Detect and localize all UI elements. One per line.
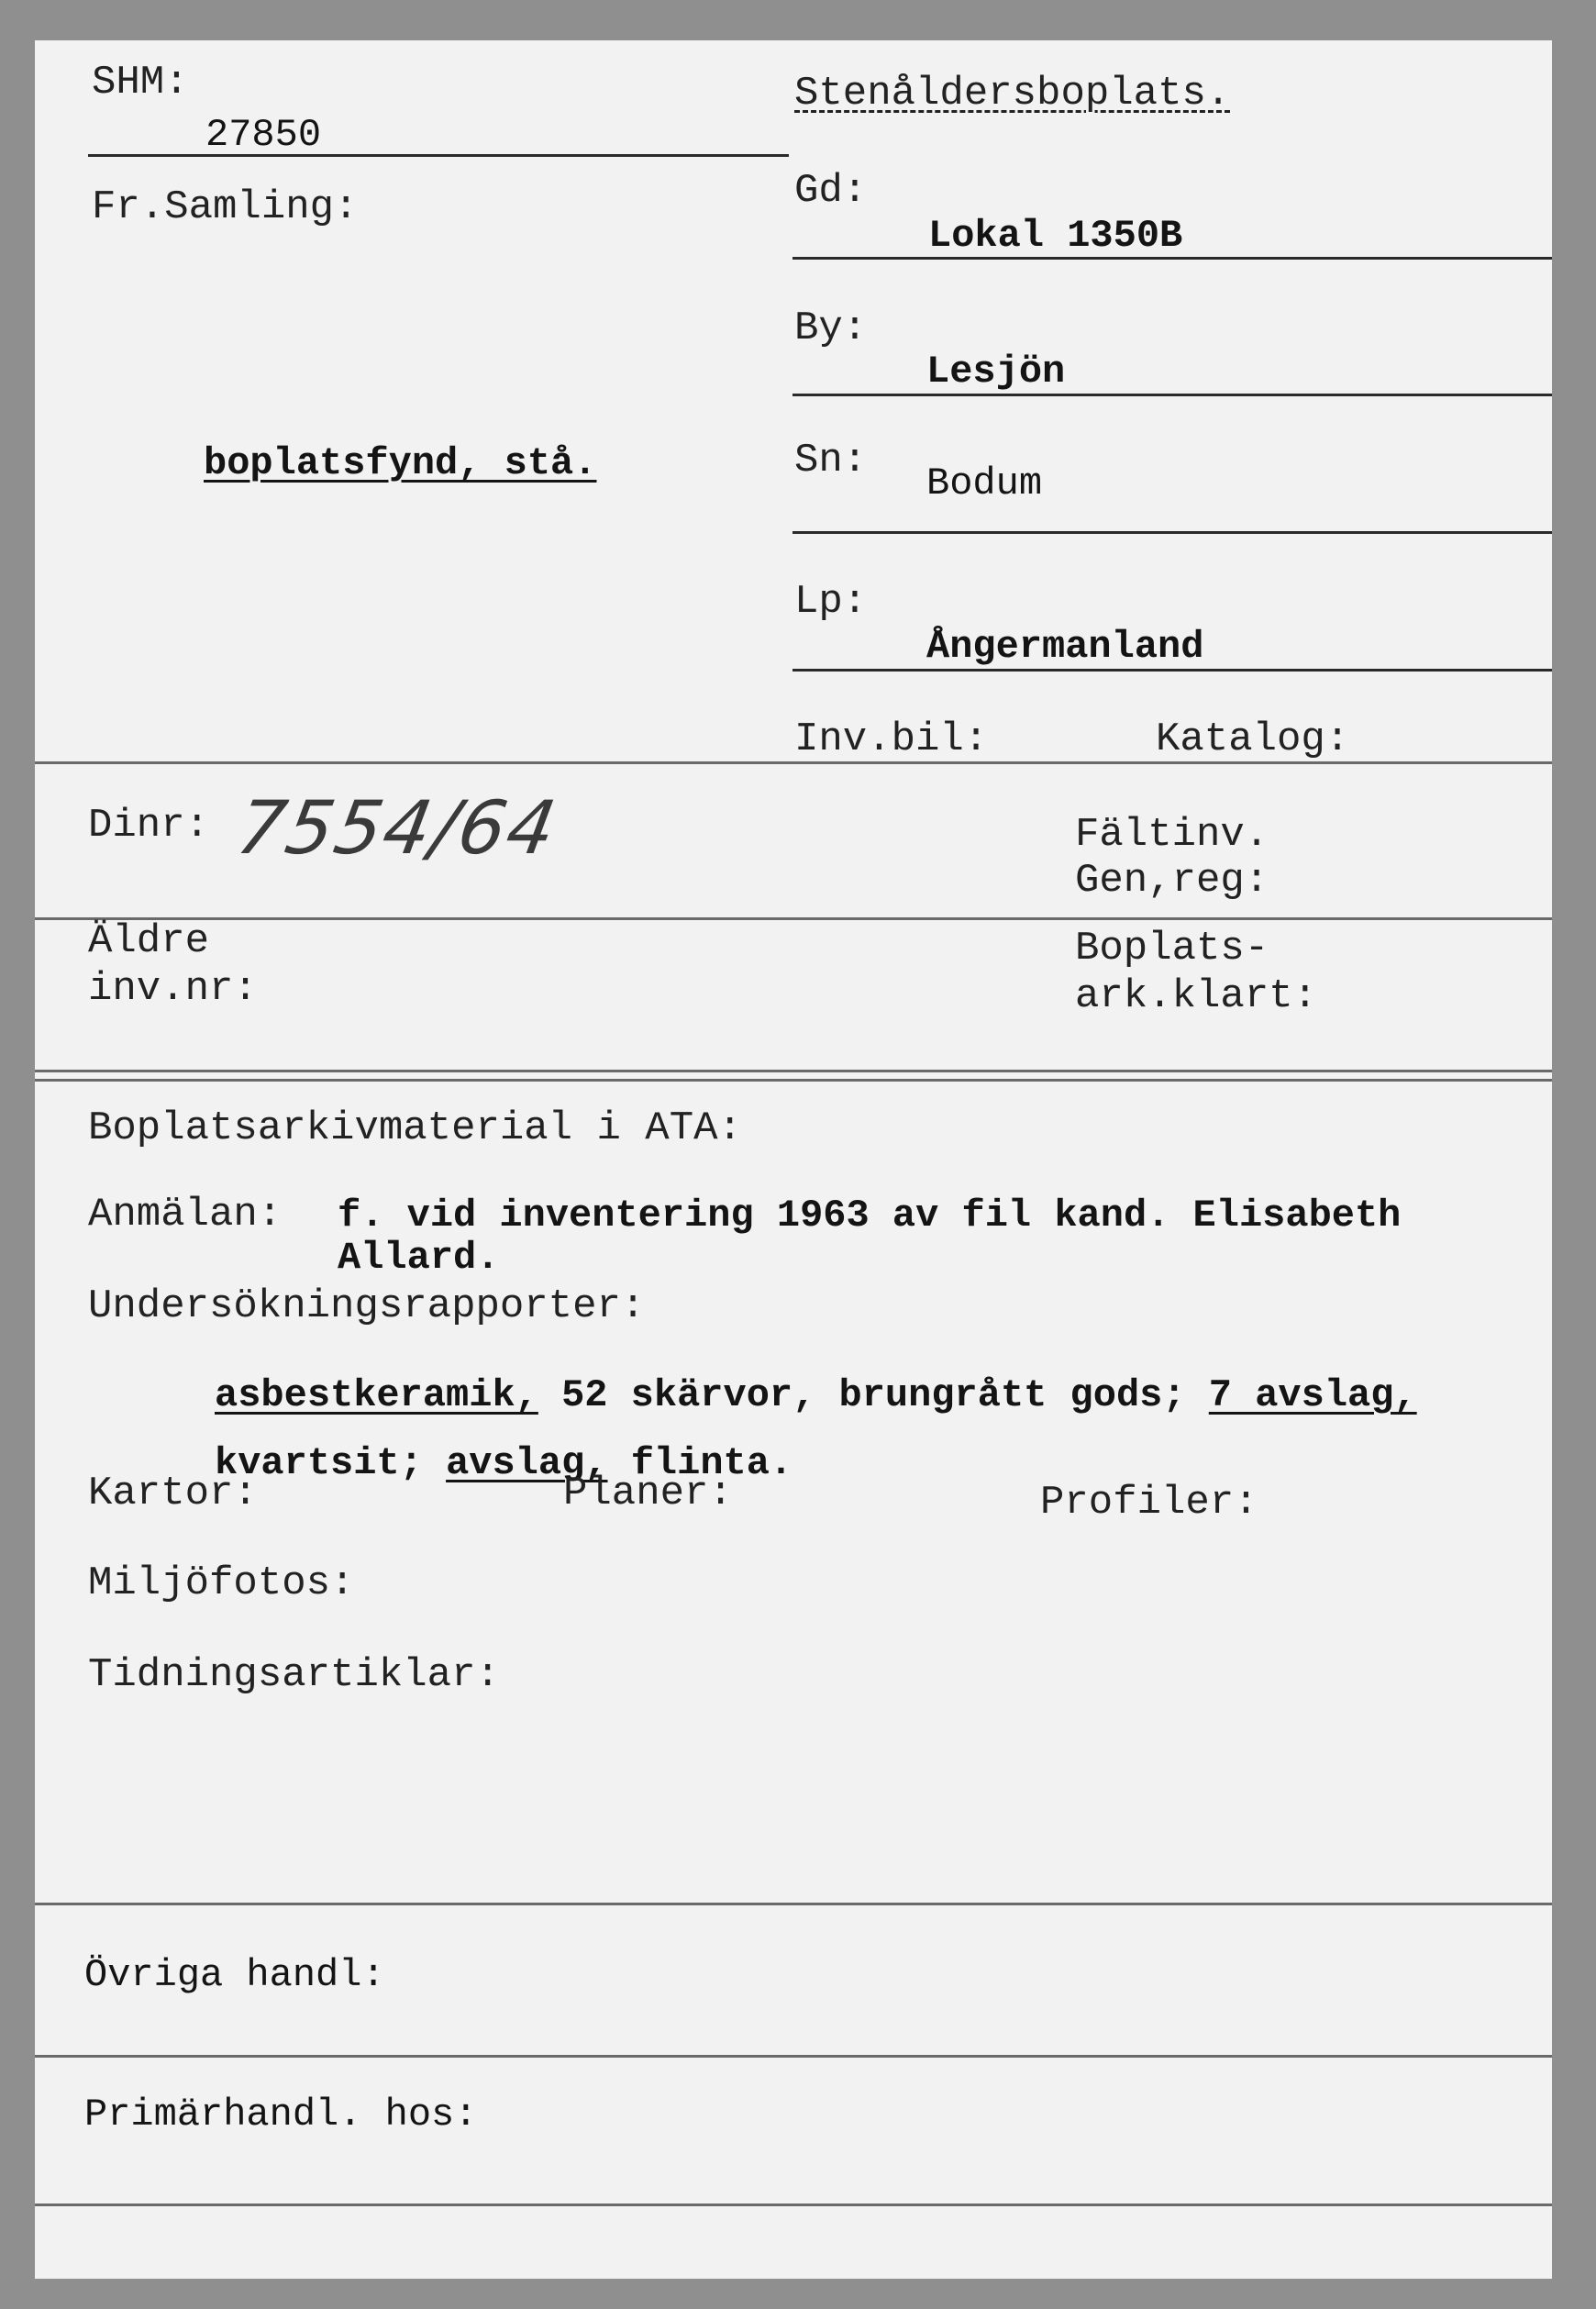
profiler-label: Profiler: xyxy=(1040,1480,1258,1526)
inv-bil-label: Inv.bil: xyxy=(794,716,989,762)
lp-underline xyxy=(792,669,1552,672)
divider-3b xyxy=(35,1079,1552,1082)
genreg-label: Gen,reg: xyxy=(1075,858,1269,904)
kartor-label: Kartor: xyxy=(88,1471,258,1516)
divider-3a xyxy=(35,1070,1552,1072)
gd-value: Lokal 1350B xyxy=(928,214,1183,258)
sn-label: Sn: xyxy=(794,438,868,483)
boplatsarkiv-label: Boplatsarkivmaterial i ATA: xyxy=(88,1105,742,1151)
divider-1 xyxy=(35,761,1552,764)
shm-label: SHM: xyxy=(92,60,189,105)
dinr-label: Dinr: xyxy=(88,803,210,849)
by-underline xyxy=(792,394,1552,396)
aldre-label: Äldre xyxy=(88,918,210,964)
invnr-label: inv.nr: xyxy=(88,966,258,1012)
anmalan-line-2: Allard. xyxy=(338,1236,500,1280)
boplats-label: Boplats- xyxy=(1075,926,1269,971)
faltinv-label: Fältinv. xyxy=(1075,812,1269,858)
divider-5 xyxy=(35,2055,1552,2058)
gd-label: Gd: xyxy=(794,168,868,214)
finds-line-1 xyxy=(215,1373,1417,1417)
divider-4 xyxy=(35,1903,1552,1905)
undersokning-label: Undersökningsrapporter: xyxy=(88,1283,646,1329)
shm-number: 27850 xyxy=(205,113,322,157)
finds-avslag-7: 7 avslag, xyxy=(1208,1373,1417,1417)
gd-underline xyxy=(792,257,1552,260)
sn-underline xyxy=(792,531,1552,534)
by-label: By: xyxy=(794,305,868,351)
primarhandl-label: Primärhandl. hos: xyxy=(84,2093,478,2137)
tidningsartiklar-label: Tidningsartiklar: xyxy=(88,1652,500,1698)
anmalan-label: Anmälan: xyxy=(88,1192,283,1238)
finds-flinta: flinta. xyxy=(607,1441,793,1485)
sn-value: Bodum xyxy=(926,461,1043,505)
find-type: boplatsfynd, stå. xyxy=(204,441,597,485)
finds-avslag: avslag, xyxy=(446,1441,608,1485)
finds-asbestkeramik: asbestkeramik, xyxy=(215,1373,538,1417)
lp-value: Ångermanland xyxy=(926,625,1204,669)
fr-samling-label: Fr.Samling: xyxy=(92,184,359,230)
finds-kvartsit: kvartsit; xyxy=(215,1441,423,1485)
site-type-heading: Stenåldersboplats. xyxy=(794,71,1231,117)
finds-skarvor: 52 skärvor, brungrått gods; xyxy=(538,1373,1186,1417)
arkklart-label: ark.klart: xyxy=(1075,973,1318,1019)
anmalan-line-1: f. vid inventering 1963 av fil kand. Elisabeth xyxy=(338,1193,1402,1238)
archive-card xyxy=(35,40,1552,2279)
lp-label: Lp: xyxy=(794,579,868,625)
divider-2 xyxy=(35,917,1552,920)
katalog-label: Katalog: xyxy=(1156,716,1350,762)
by-value: Lesjön xyxy=(926,350,1066,394)
ovriga-label: Övriga handl: xyxy=(84,1953,385,1997)
shm-underline xyxy=(88,154,789,157)
planer-label: Planer: xyxy=(563,1471,733,1516)
divider-6 xyxy=(35,2204,1552,2206)
dinr-handwritten-value: 7554/64 xyxy=(230,785,564,871)
miljofotos-label: Miljöfotos: xyxy=(88,1560,355,1606)
